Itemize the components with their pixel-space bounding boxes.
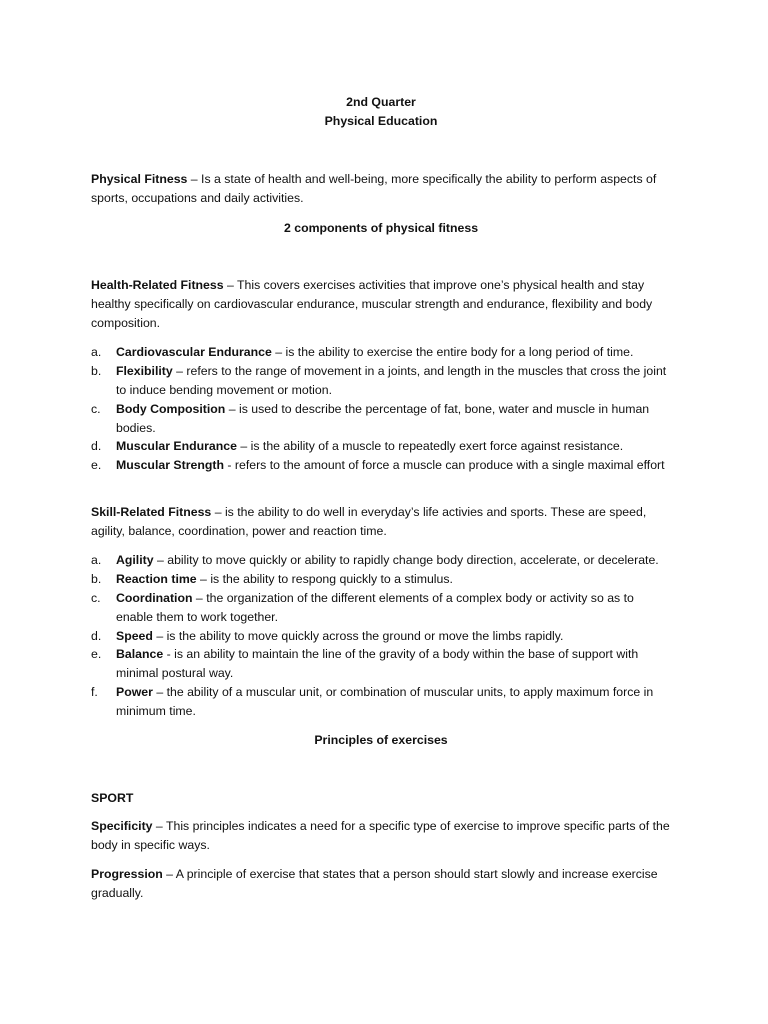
list-item-text: – is used to describe the percentage of fat, bone, water and muscle in human bodies. (116, 402, 650, 435)
physical-fitness-paragraph (91, 170, 671, 208)
principles-heading: Principles of exercises (314, 733, 448, 747)
list-item-text: – is the ability to move quickly across the ground or move the limbs rapidly. (152, 629, 564, 643)
list-marker: d. (91, 629, 102, 643)
list-marker: c. (91, 402, 101, 416)
list-item-term: Coordination (116, 591, 193, 605)
specificity-text: – This principles indicates a need for a specific type of exercise to improve specific parts of the body in specific ways. (91, 819, 670, 852)
list-item-term: Speed (116, 629, 153, 643)
physical-fitness-term: Physical Fitness (91, 172, 188, 186)
list-marker: f. (91, 685, 98, 699)
list-item-text: – the ability of a muscular unit, or combination of muscular units, to apply maximum force in minimum time. (116, 685, 654, 718)
list-item-text: - refers to the amount of force a muscle can produce with a single maximal effort (223, 458, 665, 472)
progression-paragraph (91, 865, 671, 903)
list-item (91, 570, 671, 589)
list-item-term: Flexibility (116, 364, 173, 378)
list-item (91, 645, 671, 683)
list-item-text: - is an ability to maintain the line of the gravity of a body within the base of support with minimal postural way. (116, 647, 639, 680)
list-item-term: Muscular Endurance (116, 439, 237, 453)
list-item-text: – is the ability of a muscle to repeatedly exert force against resistance. (236, 439, 624, 453)
progression-term: Progression (91, 867, 163, 881)
health-related-paragraph (91, 276, 671, 333)
list-item (91, 456, 671, 475)
list-item (91, 589, 671, 627)
list-item-term: Power (116, 685, 153, 699)
list-marker: a. (91, 345, 102, 359)
list-item-term: Muscular Strength (116, 458, 224, 472)
quarter-heading: 2nd Quarter (346, 95, 416, 109)
list-item-text: – the organization of the different elements of a complex body or activity so as to enable them to work together. (116, 591, 634, 624)
list-item (91, 343, 671, 362)
physical-fitness-definition: – Is a state of health and well-being, more specifically the ability to perform aspects of sports, occupations and daily activities. (91, 172, 657, 205)
list-item (91, 551, 671, 570)
skill-related-paragraph (91, 503, 671, 541)
list-item-term: Agility (116, 553, 154, 567)
specificity-term: Specificity (91, 819, 153, 833)
list-item (91, 400, 671, 438)
list-item (91, 437, 671, 456)
skill-related-definition: – is the ability to do well in everyday’s life activies and sports. These are speed, agility, balance, coordination, power and reaction time. (91, 505, 647, 538)
list-marker: e. (91, 647, 102, 661)
list-item (91, 362, 671, 400)
list-item (91, 627, 671, 646)
components-heading: 2 components of physical fitness (283, 221, 479, 235)
list-item-text: – is the ability to respong quickly to a stimulus. (196, 572, 453, 586)
skill-related-term: Skill-Related Fitness (91, 505, 212, 519)
specificity-paragraph (91, 817, 671, 855)
list-item-term: Body Composition (116, 402, 226, 416)
list-marker: e. (91, 458, 102, 472)
health-related-definition: – This covers exercises activities that improve one’s physical health and stay healthy specifically on cardiovascular endurance, muscular strength and endurance, flexibility and body composition. (91, 278, 653, 330)
subject-heading: Physical Education (324, 114, 438, 128)
list-item-text: – ability to move quickly or ability to rapidly change body direction, accelerate, or decelerate. (153, 553, 659, 567)
list-item-term: Reaction time (116, 572, 197, 586)
list-item-term: Balance (116, 647, 164, 661)
list-marker: c. (91, 591, 101, 605)
sport-heading: SPORT (91, 791, 134, 805)
list-marker: d. (91, 439, 102, 453)
list-marker: b. (91, 364, 102, 378)
list-item (91, 683, 671, 721)
list-marker: a. (91, 553, 102, 567)
health-related-term: Health-Related Fitness (91, 278, 224, 292)
list-marker: b. (91, 572, 102, 586)
list-item-text: – refers to the range of movement in a joints, and length in the muscles that cross the joint to induce bending movement or motion. (116, 364, 667, 397)
progression-text: – A principle of exercise that states that a person should start slowly and increase exercise gradually. (91, 867, 658, 900)
list-item-term: Cardiovascular Endurance (116, 345, 272, 359)
list-item-text: – is the ability to exercise the entire body for a long period of time. (271, 345, 634, 359)
